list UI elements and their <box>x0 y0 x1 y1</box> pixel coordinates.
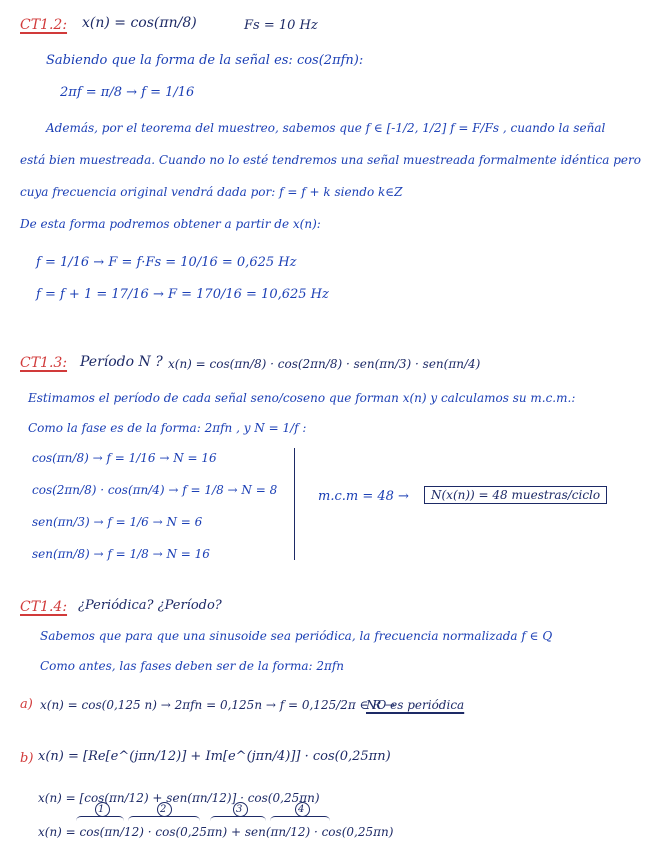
ct13-title: Período N ? <box>80 354 163 370</box>
ct13-item-2: cos(2πn/8) · cos(πn/4) → f = 1/8 → N = 8 <box>32 483 278 497</box>
ct12-sampling-frequency: Fs = 10 Hz <box>244 18 318 33</box>
ct14-b-line-3: x(n) = cos(πn/12) · cos(0,25πn) + sen(πn/12) · cos(0,25πn) <box>38 825 394 839</box>
ct13-mcm: m.c.m = 48 → <box>318 489 409 504</box>
ct14-text-line-1: Sabemos que para que una sinusoide sea periódica, la frecuencia normalizada f ∈ Q <box>40 629 553 643</box>
ct13-item-1: cos(πn/8) → f = 1/16 → N = 16 <box>32 451 217 465</box>
ct14-term-number-2: 2 <box>160 804 167 815</box>
ct13-item-3: sen(πn/3) → f = 1/6 → N = 6 <box>32 515 203 529</box>
ct12-text-line-7: f = 1/16 → F = f·Fs = 10/16 = 0,625 Hz <box>36 255 297 270</box>
ct14-title: ¿Periódica? ¿Período? <box>78 598 222 613</box>
ct14-term-number-4: 4 <box>298 804 305 815</box>
ct13-grouping-bracket <box>294 448 295 560</box>
ct12-text-line-6: De esta forma podremos obtener a partir de x(n): <box>20 217 321 231</box>
ct14-b-line-2: x(n) = [cos(πn/12) + sen(πn/12)] · cos(0,25πn) <box>38 791 320 805</box>
ct14-term-number-3: 3 <box>236 804 243 815</box>
ct12-heading-expression: x(n) = cos(πn/8) <box>82 15 197 31</box>
ct13-expression: x(n) = cos(πn/8) · cos(2πn/8) · sen(πn/3) · sen(πn/4) <box>168 357 481 371</box>
ct12-text-line-2: 2πf = π/8 → f = 1/16 <box>60 85 195 100</box>
ct12-label: CT1.2: <box>20 17 68 33</box>
ct12-text-line-3: Además, por el teorema del muestreo, sabemos que f ∈ [-1/2, 1/2] f = F/Fs , cuando la señal <box>46 121 606 135</box>
ct14-a-result: NO es periódica <box>366 698 465 712</box>
ct12-text-line-4: está bien muestreada. Cuando no lo esté tendremos una señal muestreada formalmente idéntica pero <box>20 153 641 167</box>
ct12-text-line-5: cuya frecuencia original vendrá dada por: f = f + k siendo k∈Z <box>20 185 403 199</box>
ct14-a-expression: x(n) = cos(0,125 n) → 2πfn = 0,125n → f = 0,125/2π ∈ R → <box>40 698 396 712</box>
ct12-text-line-8: f = f + 1 = 17/16 → F = 170/16 = 10,625 Hz <box>36 287 329 302</box>
ct14-text-line-2: Como antes, las fases deben ser de la forma: 2πfn <box>40 659 345 673</box>
ct14-label: CT1.4: <box>20 599 68 615</box>
ct12-text-line-1: Sabiendo que la forma de la señal es: cos(2πfn): <box>46 53 364 68</box>
ct13-text-line-2: Como la fase es de la forma: 2πfn , y N = 1/f : <box>28 421 307 435</box>
ct14-b-expression: x(n) = [Re[e^(jπn/12)] + Im[e^(jπn/4)]] · cos(0,25πn) <box>38 749 391 764</box>
ct13-item-4: sen(πn/8) → f = 1/8 → N = 16 <box>32 547 210 561</box>
ct14-b-label: b) <box>20 751 34 766</box>
ct13-result-box: N(x(n)) = 48 muestras/ciclo <box>424 486 607 504</box>
ct14-term-number-1: 1 <box>98 804 105 815</box>
ct13-text-line-1: Estimamos el período de cada señal seno/coseno que forman x(n) y calculamos su m.c.m.: <box>28 391 576 405</box>
ct13-label: CT1.3: <box>20 355 68 371</box>
ct14-a-label: a) <box>20 697 33 712</box>
